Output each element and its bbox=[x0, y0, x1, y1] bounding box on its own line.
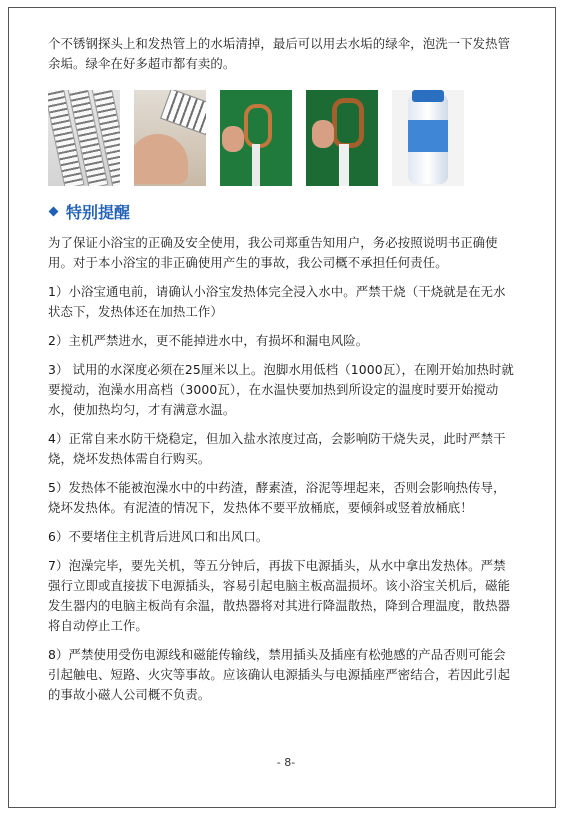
rule-5: 5）发热体不能被泡澡水中的中药渣，酵素渣，浴泥等埋起来，否则会影响热传导，烧坏发热体。有泥渣的情况下，发热体不要平放桶底，要倾斜或竖着放桶底！ bbox=[48, 480, 506, 515]
rule-8: 8）严禁使用受伤电源线和磁能传输线，禁用插头及插座有松弛感的产品否则可能会引起触电、短路、火灾等事故。应该确认电源插头与电源插座严密结合，若因此引起的事故小磁人公司概不负责。 bbox=[48, 647, 511, 702]
rule-3: 3） 试用的水深度必须在25厘米以上。泡脚水用低档（1000瓦），在刚开始加热时就要搅动，泡澡水用高档（3000瓦），在水温快要加热到所设定的温度时要开始搅动水，使加热均匀，才有满意水温。 bbox=[48, 362, 514, 417]
hand-rack-photo bbox=[134, 90, 206, 186]
rule-7: 7）泡澡完毕，要先关机，等五分钟后，再拔下电源插头，从水中拿出发热体。严禁强行立即或直接拔下电源插头，容易引起电脑主板高温损坏。该小浴宝关机后，磁能发生器内的电脑主板尚有余温，散热器将对其进行降温散热，降到合理温度，散热器将自动停止工作。 bbox=[48, 558, 511, 633]
diamond-bullet-icon bbox=[49, 207, 59, 217]
rule-4: 4）正常自来水防干烧稳定，但加入盐水浓度过高，会影响防干烧失灵，此时严禁干烧，烧坏发热体需自行购买。 bbox=[48, 431, 506, 466]
heater-coil-closeup-photo bbox=[306, 90, 378, 186]
photo-strip bbox=[48, 90, 518, 186]
rule-2: 2）主机严禁进水，更不能掉进水中，有损坏和漏电风险。 bbox=[48, 333, 369, 348]
rule-1: 1）小浴宝通电前，请确认小浴宝发热体完全浸入水中。严禁干烧（干烧就是在无水状态下，发热体还在加热工作） bbox=[48, 284, 506, 319]
notice-paragraph: 为了保证小浴宝的正确及安全使用，我公司郑重告知用户，务必按照说明书正确使用。对于本小浴宝的非正确使用产生的事故，我公司概不承担任何责任。 bbox=[48, 235, 498, 270]
rule-6: 6）不要堵住主机背后进风口和出风口。 bbox=[48, 529, 269, 544]
page-content bbox=[48, 34, 518, 714]
descaler-bottle-photo bbox=[392, 90, 464, 186]
heater-coil-photo bbox=[220, 90, 292, 186]
page-number: - 8- bbox=[276, 756, 296, 769]
section-title: 特别提醒 bbox=[66, 203, 131, 222]
section-heading bbox=[48, 200, 518, 223]
rack-photo bbox=[48, 90, 120, 186]
intro-paragraph: 个不锈钢探头上和发热管上的水垢清掉，最后可以用去水垢的绿伞，泡洗一下发热管余垢。绿伞在好多超市都有卖的。 bbox=[48, 36, 511, 71]
